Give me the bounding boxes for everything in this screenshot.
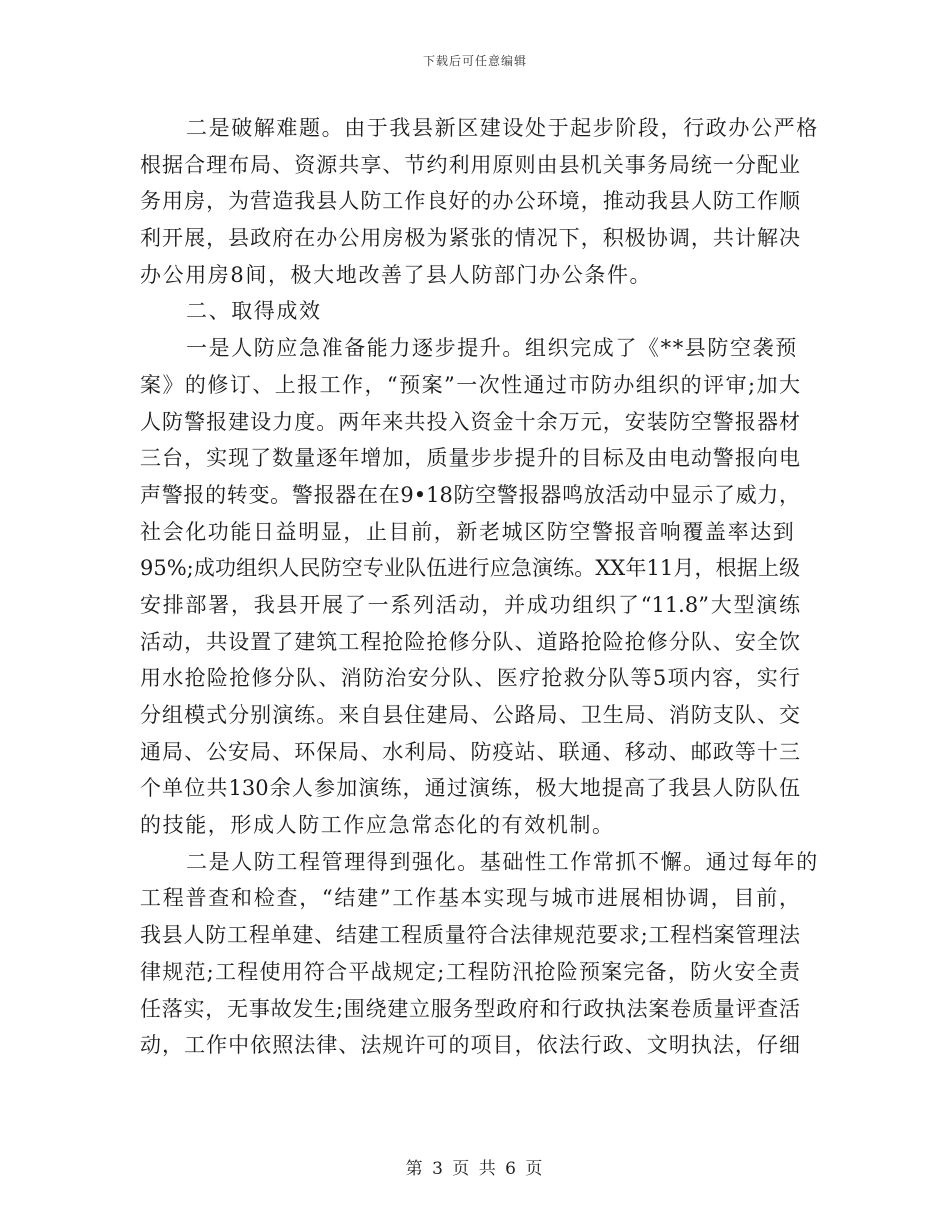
paragraph-line: 活动，共设置了建筑工程抢险抢修分队、道路抢险抢修分队、安全饮 bbox=[140, 629, 800, 654]
paragraph-line: 个单位共130余人参加演练，通过演练，极大地提高了我县人防队伍 bbox=[140, 776, 800, 801]
paragraph-line: 一是人防应急准备能力逐步提升。组织完成了《**县防空袭预 bbox=[186, 336, 798, 361]
paragraph-line: 任落实，无事故发生;围绕建立服务型政府和行政执法案卷质量评查活 bbox=[140, 996, 800, 1021]
paragraph-line: 二是破解难题。由于我县新区建设处于起步阶段，行政办公严格 bbox=[186, 116, 819, 140]
paragraph-line: 动，工作中依照法律、法规许可的项目，依法行政、文明执法，仔细 bbox=[140, 1033, 800, 1058]
section-heading: 二、取得成效 bbox=[186, 299, 322, 324]
paragraph-line: 社会化功能日益明显，止目前，新老城区防空警报音响覆盖率达到 bbox=[140, 519, 796, 544]
paragraph-line: 工程普查和检查，“结建”工作基本实现与城市进展相协调，目前， bbox=[140, 886, 800, 911]
paragraph-line: 二是人防工程管理得到强化。基础性工作常抓不懈。通过每年的 bbox=[186, 849, 819, 874]
paragraph-line: 根据合理布局、资源共享、节约利用原则由县机关事务局统一分配业 bbox=[140, 152, 800, 177]
paragraph-line: 人防警报建设力度。两年来共投入资金十余万元，安装防空警报器材 bbox=[140, 409, 800, 434]
paragraph-line: 用水抢险抢修分队、消防治安分队、医疗抢救分队等5项内容，实行 bbox=[140, 666, 800, 691]
paragraph-line: 律规范;工程使用符合平战规定;工程防汛抢险预案完备，防火安全责 bbox=[140, 959, 800, 984]
paragraph-line: 务用房，为营造我县人防工作良好的办公环境，推动我县人防工作顺 bbox=[140, 189, 800, 214]
paragraph-line: 声警报的转变。警报器在在9•18防空警报器鸣放活动中显示了威力， bbox=[140, 482, 800, 507]
paragraph-line: 的技能，形成人防工作应急常态化的有效机制。 bbox=[140, 813, 615, 838]
paragraph-line: 办公用房8间，极大地改善了县人防部门办公条件。 bbox=[140, 262, 653, 287]
paragraph-line: 95%;成功组织人民防空专业队伍进行应急演练。XX年11月，根据上级 bbox=[140, 556, 800, 581]
page-header: 下载后可任意编辑 bbox=[422, 54, 527, 68]
paragraph-line: 利开展，县政府在办公用房极为紧张的情况下，积极协调，共计解决 bbox=[140, 226, 800, 251]
document-body bbox=[140, 110, 819, 1064]
paragraph-line: 三台，实现了数量逐年增加，质量步步提升的目标及由电动警报向电 bbox=[140, 446, 800, 471]
paragraph-line: 案》的修订、上报工作，“预案”一次性通过市防办组织的评审;加大 bbox=[140, 372, 800, 397]
page-number-footer: 第 3 页 共 6 页 bbox=[405, 1159, 545, 1179]
paragraph-line: 通局、公安局、环保局、水利局、防疫站、联通、移动、邮政等十三 bbox=[140, 739, 800, 764]
paragraph-line: 安排部署，我县开展了一系列活动，并成功组织了“11.8”大型演练 bbox=[140, 592, 800, 617]
paragraph-line: 分组模式分别演练。来自县住建局、公路局、卫生局、消防支队、交 bbox=[140, 703, 800, 727]
paragraph-line: 我县人防工程单建、结建工程质量符合法律规范要求;工程档案管理法 bbox=[140, 923, 800, 948]
